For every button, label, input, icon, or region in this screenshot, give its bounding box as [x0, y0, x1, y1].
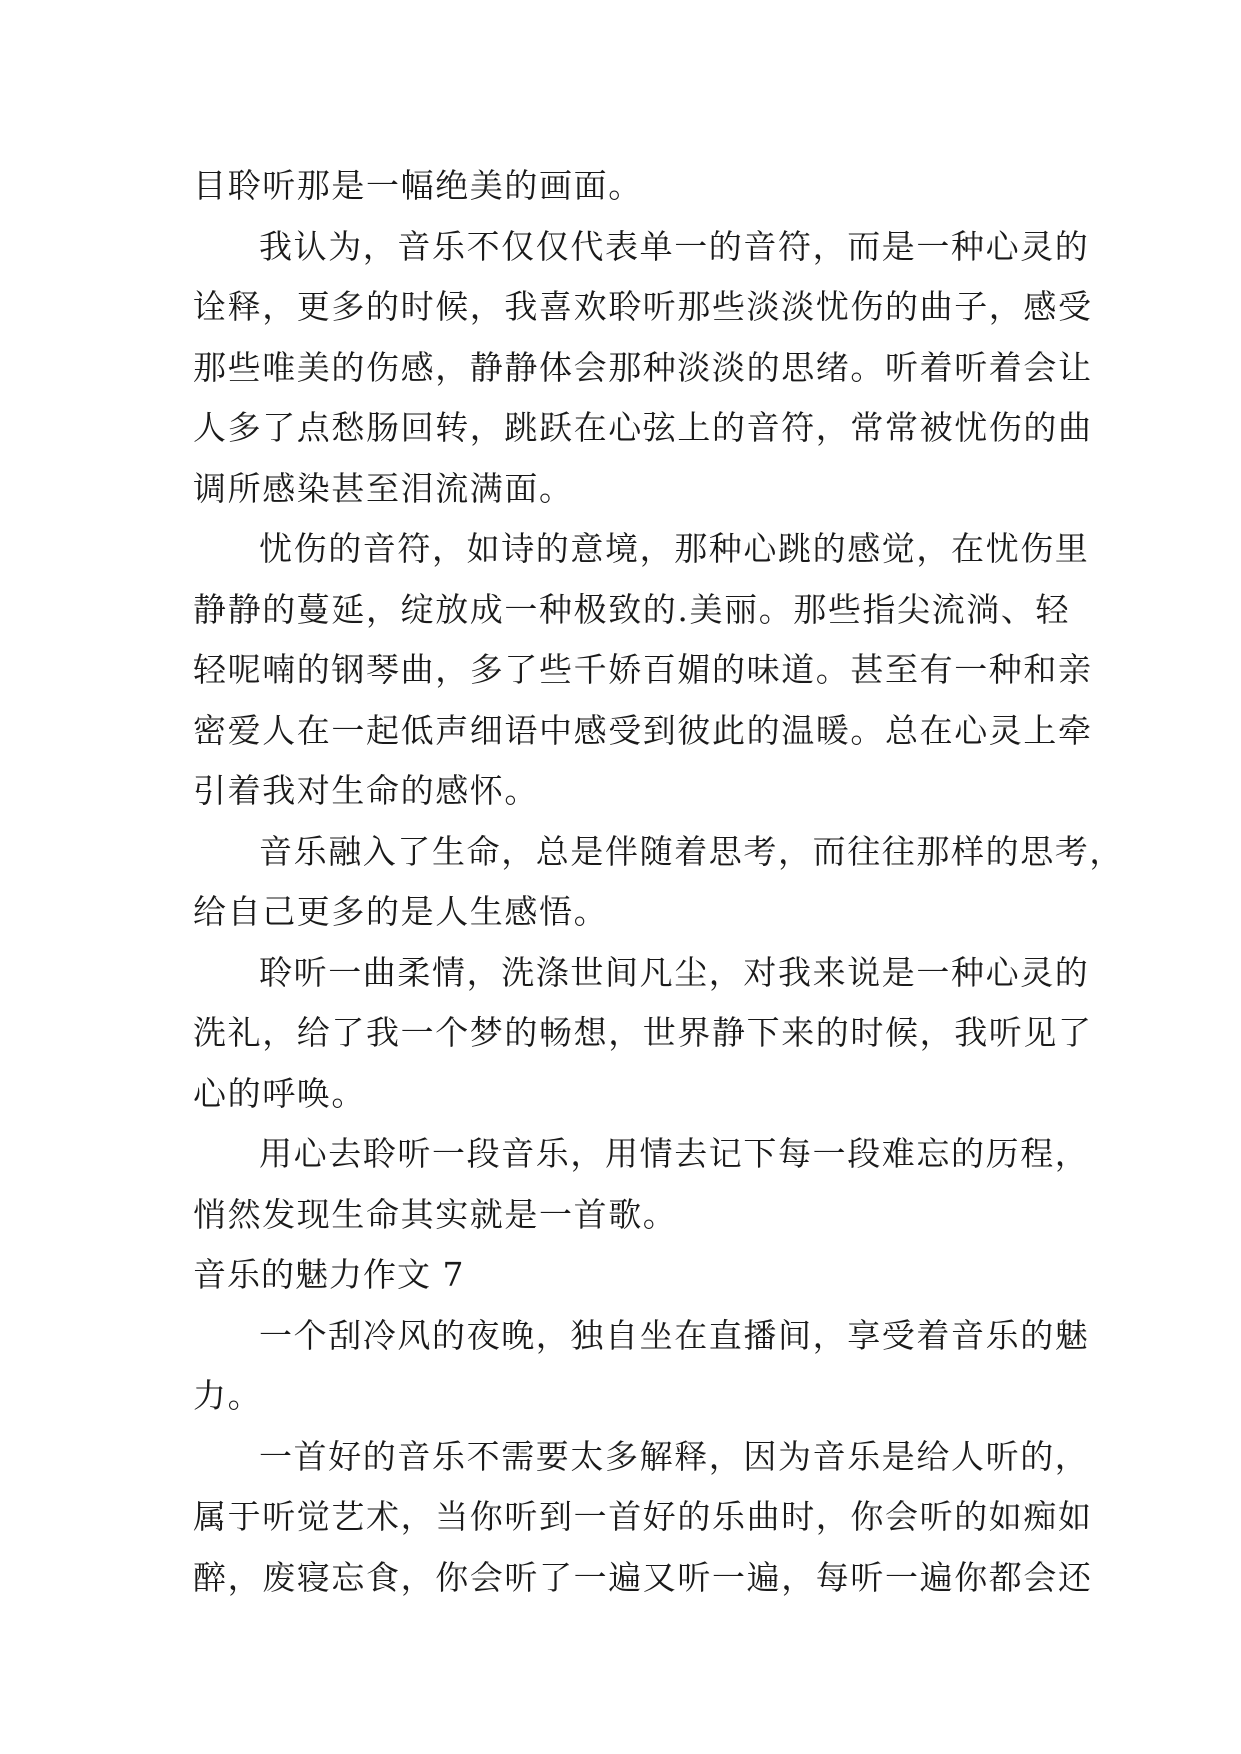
- paragraph-line: 引着我对生命的感怀。: [193, 771, 539, 810]
- paragraph-line: 心的呼唤。: [193, 1073, 366, 1113]
- paragraph-line: 洗礼，给了我一个梦的畅想，世界静下来的时候，我听见了: [193, 1013, 1093, 1052]
- paragraph-line: 密爱人在一起低声细语中感受到彼此的温暖。总在心灵上牵: [193, 710, 1093, 750]
- paragraph-line: 给自己更多的是人生感悟。: [193, 892, 609, 931]
- paragraph-line: 一首好的音乐不需要太多解释，因为音乐是给人听的，: [259, 1436, 1090, 1476]
- paragraph-line: 用心去聆听一段音乐，用情去记下每一段难忘的历程，: [259, 1134, 1090, 1173]
- paragraph-line: 调所感染甚至泪流满面。: [193, 468, 574, 508]
- paragraph-line: 静静的蔓延，绽放成一种极致的.美丽。那些指尖流淌、轻: [193, 589, 1071, 629]
- paragraph-line: 人多了点愁肠回转，跳跃在心弦上的音符，常常被忧伤的曲: [193, 408, 1093, 447]
- paragraph-line: 属于听觉艺术，当你听到一首好的乐曲时，你会听的如痴如: [193, 1497, 1093, 1536]
- paragraph-line: 音乐融入了生命，总是伴随着思考，而往往那样的思考，: [259, 831, 1124, 871]
- paragraph-line: 目聆听那是一幅绝美的画面。: [193, 166, 643, 205]
- paragraph-line: 一个刮冷风的夜晚，独自坐在直播间，享受着音乐的魅: [259, 1315, 1090, 1355]
- paragraph-line: 轻呢喃的钢琴曲，多了些千娇百媚的味道。甚至有一种和亲: [193, 650, 1093, 689]
- paragraph-line: 我认为，音乐不仅仅代表单一的音符，而是一种心灵的: [259, 226, 1090, 266]
- paragraph-line: 醉，废寝忘食，你会听了一遍又听一遍，每听一遍你都会还: [193, 1557, 1093, 1597]
- paragraph-line: 力。: [193, 1376, 263, 1415]
- paragraph-line: 忧伤的音符，如诗的意境，那种心跳的感觉，在忧伤里: [259, 529, 1090, 568]
- paragraph-line: 那些唯美的伤感，静静体会那种淡淡的思绪。听着听着会让: [193, 347, 1093, 387]
- document-body: [193, 156, 1124, 1608]
- paragraph-line: 诠释，更多的时候，我喜欢聆听那些淡淡忧伤的曲子，感受: [193, 287, 1093, 326]
- paragraph-line: 聆听一曲柔情，洗涤世间凡尘，对我来说是一种心灵的: [259, 952, 1090, 992]
- paragraph-line: 悄然发现生命其实就是一首歌。: [193, 1194, 678, 1234]
- section-heading: 音乐的魅力作文 7: [193, 1255, 465, 1294]
